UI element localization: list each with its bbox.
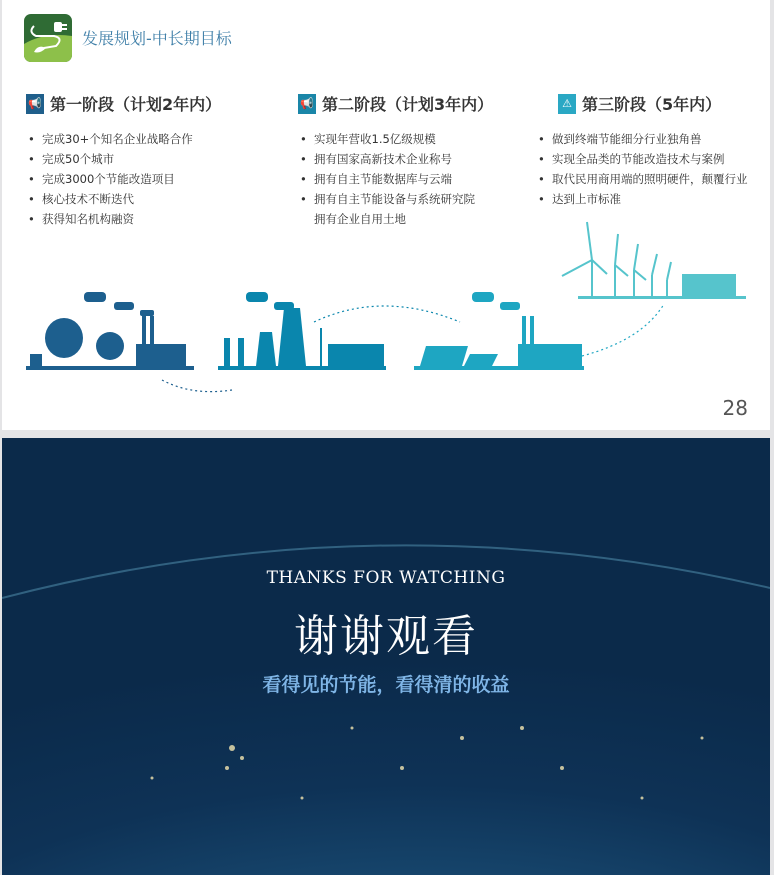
stage-2: [298, 92, 493, 229]
thanks-chinese: 谢谢观看: [294, 611, 478, 662]
progress-arrows: [162, 304, 664, 392]
stage-3: [552, 92, 748, 209]
stage-1: [26, 92, 221, 229]
plug-leaf-logo: [24, 14, 72, 62]
power-plant-icon: [218, 292, 386, 370]
list-item: • 实现年营收1.5亿级规模: [298, 129, 493, 149]
stage-title: 第三阶段（5年内）: [582, 95, 722, 114]
list-item: • 达到上市标准: [536, 189, 748, 209]
megaphone-icon: 📢: [298, 94, 316, 114]
page-number: 28: [722, 396, 748, 420]
slide-thanks: [2, 438, 770, 875]
list-item: • 实现全品类的节能改造技术与案例: [536, 149, 748, 169]
slide-title: 发展规划-中长期目标: [82, 29, 232, 48]
thanks-english: THANKS FOR WATCHING: [266, 568, 506, 588]
stage-title: 第一阶段（计划2年内）: [50, 95, 222, 114]
list-item: • 拥有自主节能数据库与云端: [298, 169, 493, 189]
list-item: 拥有企业自用土地: [314, 212, 406, 226]
list-item: • 获得知名机构融资: [26, 209, 221, 229]
list-item: • 取代民用商用端的照明硬件，颠覆行业: [536, 169, 748, 189]
slogan: 看得见的节能，看得清的收益: [262, 674, 510, 696]
chemical-plant-icon: [26, 292, 194, 370]
list-item: • 拥有自主节能设备与系统研究院: [298, 189, 493, 209]
solar-factory-icon: [414, 292, 584, 370]
industry-evolution-illustration: [2, 220, 770, 400]
list-item: • 完成50个城市: [26, 149, 221, 169]
list-item: • 完成3000个节能改造项目: [26, 169, 221, 189]
list-item: • 核心技术不断迭代: [26, 189, 221, 209]
slide-development-plan: [2, 0, 770, 430]
warning-icon: ⚠: [558, 94, 576, 114]
stage-title: 第二阶段（计划3年内）: [322, 95, 494, 114]
list-item: • 做到终端节能细分行业独角兽: [536, 129, 748, 149]
list-item: • 拥有国家高新技术企业称号: [298, 149, 493, 169]
list-item: • 完成30+个知名企业战略合作: [26, 129, 221, 149]
wind-farm-icon: [562, 222, 746, 299]
megaphone-icon: 📢: [26, 94, 44, 114]
